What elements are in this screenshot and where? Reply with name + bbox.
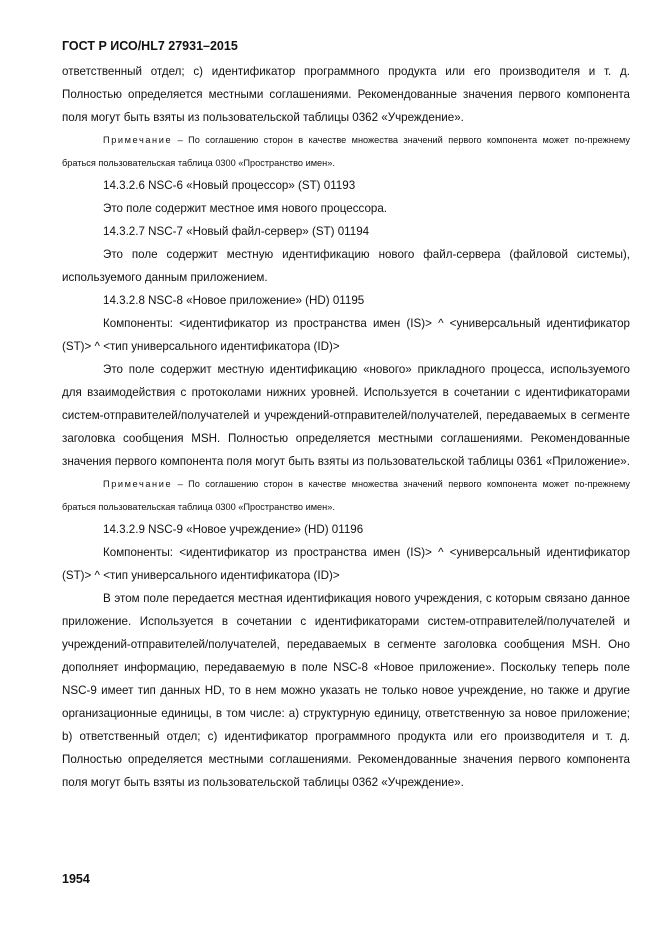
paragraph-continuation: ответственный отдел; c) идентификатор программного продукта или его производителя и т. д. Полностью определяется местными соглашениями. Рекомендованные значения первого компонента поля могут быть взяты из пользовательской таблицы 0362 «Учреждение». [62, 65, 630, 124]
section-heading-nsc-6: 14.3.2.6 NSC-6 «Новый процессор» (ST) 01193 [103, 179, 356, 192]
note [62, 129, 630, 174]
note-label: Примечание [103, 479, 173, 489]
section-heading-nsc-7: 14.3.2.7 NSC-7 «Новый файл-сервер» (ST) 01194 [103, 225, 370, 238]
note-text: – По соглашению сторон в качестве множества значений первого компонента может по-прежнему браться пользовательская таблица 0300 «Пространство имен». [62, 135, 630, 168]
page-number: 1954 [62, 872, 90, 886]
section-heading-nsc-9: 14.3.2.9 NSC-9 «Новое учреждение» (HD) 01196 [103, 523, 364, 536]
paragraph: Это поле содержит местную идентификацию нового файл-сервера (файловой системы), используемого данным приложением. [62, 248, 630, 284]
paragraph: В этом поле передается местная идентификация нового учреждения, с которым связано данное приложение. Используется в сочетании с идентификаторами систем-отправителей/получателей и учреждений-отправителей/получателей, передаваемых в сегменте заголовка сообщения MSH. Оно дополняет информацию, передаваемую в поле NSC-8 «Новое приложение». Поскольку теперь поле NSC-9 имеет тип данных HD, то в нем можно указать не только новое учреждение, но также и другие организационные единицы, в том числе: a) структурную единицу, ответственную за новое приложение; b) ответственный отдел; c) идентификатор программного продукта или его производителя и т. д. Полностью определяется местными соглашениями. Рекомендованные значения первого компонента поля могут быть взяты из пользовательской таблицы 0362 «Учреждение». [62, 592, 630, 789]
document-page [62, 38, 630, 794]
section-heading-nsc-8: 14.3.2.8 NSC-8 «Новое приложение» (HD) 01195 [103, 294, 365, 307]
document-header: ГОСТ Р ИСО/HL7 27931–2015 [62, 39, 238, 53]
paragraph-components: Компоненты: <идентификатор из пространства имен (IS)> ^ <универсальный идентификатор (ST)> ^ <тип универсального идентификатора (ID)> [62, 317, 630, 353]
note [62, 473, 630, 518]
paragraph: Это поле содержит местную идентификацию «нового» прикладного процесса, используемого для взаимодействия с протоколами нижних уровней. Используется в сочетании с идентификаторами систем-отправителей/получателей и учреждений-отправителей/получателей, передаваемых в сегменте заголовка сообщения MSH. Полностью определяется местными соглашениями. Рекомендованные значения первого компонента поля могут быть взяты из пользовательской таблицы 0361 «Приложение». [62, 363, 630, 468]
note-text: – По соглашению сторон в качестве множества значений первого компонента может по-прежнему браться пользовательская таблица 0300 «Пространство имен». [62, 479, 630, 512]
paragraph: Это поле содержит местное имя нового процессора. [103, 202, 388, 215]
note-label: Примечание [103, 135, 173, 145]
paragraph-components: Компоненты: <идентификатор из пространства имен (IS)> ^ <универсальный идентификатор (ST)> ^ <тип универсального идентификатора (ID)> [62, 546, 630, 582]
